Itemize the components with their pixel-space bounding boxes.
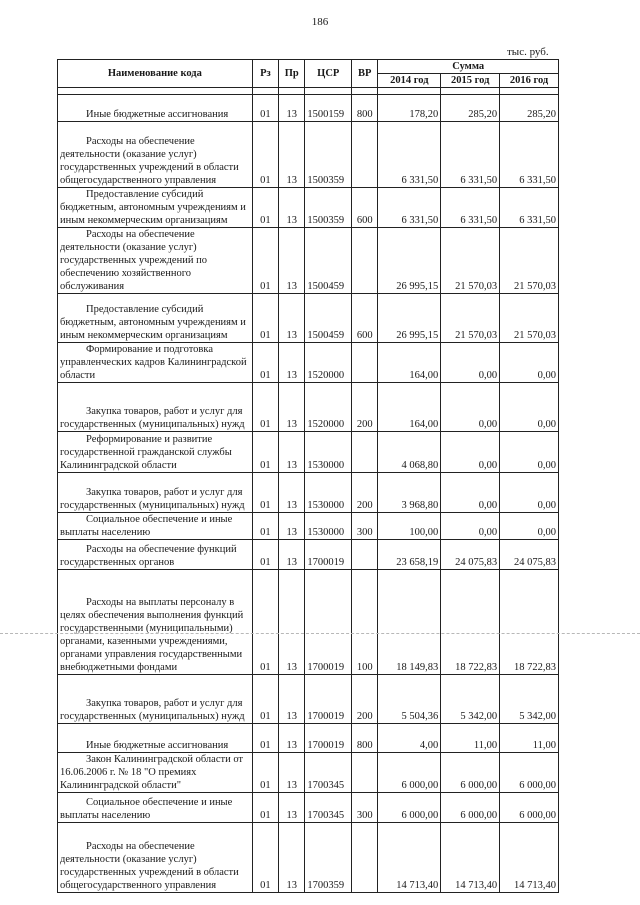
sum-2014-cell: 6 000,00 [378,753,441,793]
budget-table [57,59,559,893]
rz-cell: 01 [252,228,278,294]
sum-2016-cell: 0,00 [500,432,559,473]
table-row [58,540,559,570]
vr-cell: 800 [352,724,378,753]
sum-2016-cell: 5 342,00 [500,675,559,724]
rz-cell: 01 [252,793,278,823]
rz-cell: 01 [252,383,278,432]
sum-2014-cell: 178,20 [378,95,441,122]
csr-cell: 1520000 [305,343,352,383]
header-2016: 2016 год [500,74,559,88]
rz-cell: 01 [252,432,278,473]
vr-cell: 300 [352,793,378,823]
table-row [58,473,559,513]
code-name-cell: Реформирование и развитие государственной гражданской службы Калининградской области [58,432,253,473]
sum-2016-cell: 21 570,03 [500,294,559,343]
sum-2014-cell: 6 000,00 [378,793,441,823]
table-row [58,95,559,122]
csr-cell: 1700019 [305,570,352,675]
code-name-cell: Закупка товаров, работ и услуг для государственных (муниципальных) нужд [58,675,253,724]
rz-cell: 01 [252,188,278,228]
rz-cell: 01 [252,513,278,540]
sum-2014-cell: 23 658,19 [378,540,441,570]
page-number: 186 [311,16,329,28]
sum-2015-cell: 24 075,83 [441,540,500,570]
sum-2014-cell: 4,00 [378,724,441,753]
sum-2014-cell: 26 995,15 [378,228,441,294]
code-name-cell: Расходы на обеспечение деятельности (оказание услуг) государственных учреждений по обеспечению хозяйственного обслуживания [58,228,253,294]
pr-cell: 13 [279,753,305,793]
vr-cell: 200 [352,383,378,432]
code-name-cell: Закон Калининградской области от 16.06.2006 г. № 18 "О премиях Калининградской области" [58,753,253,793]
pr-cell: 13 [279,793,305,823]
csr-cell: 1700345 [305,793,352,823]
vr-cell [352,432,378,473]
rz-cell: 01 [252,540,278,570]
csr-cell: 1520000 [305,383,352,432]
rz-cell: 01 [252,95,278,122]
code-name-cell: Расходы на обеспечение функций государственных органов [58,540,253,570]
scan-fold-line [0,633,640,634]
sum-2016-cell: 14 713,40 [500,823,559,893]
units-label: тыс. руб. [507,46,549,58]
code-name-cell: Расходы на выплаты персоналу в целях обеспечения выполнения функций государственными (муниципальными) органами, казенными учреждениями, органами управления государственными внебюджетными фондами [58,570,253,675]
sum-2015-cell: 0,00 [441,473,500,513]
sum-2015-cell: 0,00 [441,343,500,383]
pr-cell: 13 [279,675,305,724]
sum-2015-cell: 0,00 [441,383,500,432]
vr-cell: 600 [352,294,378,343]
vr-cell: 300 [352,513,378,540]
vr-cell: 800 [352,95,378,122]
pr-cell: 13 [279,95,305,122]
sum-2014-cell: 3 968,80 [378,473,441,513]
code-name-cell: Предоставление субсидий бюджетным, автономным учреждениям и иным некоммерческим организациям [58,294,253,343]
sum-2015-cell: 5 342,00 [441,675,500,724]
table-row [58,753,559,793]
pr-cell: 13 [279,188,305,228]
code-name-cell: Иные бюджетные ассигнования [58,95,253,122]
rz-cell: 01 [252,570,278,675]
sum-2016-cell: 21 570,03 [500,228,559,294]
sum-2016-cell: 6 000,00 [500,753,559,793]
rz-cell: 01 [252,294,278,343]
sum-2016-cell: 18 722,83 [500,570,559,675]
header-2015: 2015 год [441,74,500,88]
code-name-cell: Закупка товаров, работ и услуг для государственных (муниципальных) нужд [58,473,253,513]
pr-cell: 13 [279,513,305,540]
spacer-row [58,88,559,95]
table-row [58,432,559,473]
rz-cell: 01 [252,122,278,188]
pr-cell: 13 [279,432,305,473]
sum-2016-cell: 6 331,50 [500,122,559,188]
sum-2014-cell: 100,00 [378,513,441,540]
pr-cell: 13 [279,228,305,294]
csr-cell: 1700345 [305,753,352,793]
table-row [58,122,559,188]
csr-cell: 1530000 [305,513,352,540]
pr-cell: 13 [279,724,305,753]
pr-cell: 13 [279,294,305,343]
table-row [58,383,559,432]
sum-2016-cell: 0,00 [500,343,559,383]
sum-2014-cell: 164,00 [378,383,441,432]
pr-cell: 13 [279,473,305,513]
sum-2015-cell: 21 570,03 [441,228,500,294]
code-name-cell: Социальное обеспечение и иные выплаты населению [58,513,253,540]
rz-cell: 01 [252,823,278,893]
vr-cell: 100 [352,570,378,675]
sum-2014-cell: 4 068,80 [378,432,441,473]
sum-2015-cell: 6 331,50 [441,122,500,188]
table-row [58,294,559,343]
csr-cell: 1500459 [305,294,352,343]
pr-cell: 13 [279,540,305,570]
sum-2016-cell: 0,00 [500,513,559,540]
rz-cell: 01 [252,753,278,793]
vr-cell [352,343,378,383]
csr-cell: 1500359 [305,122,352,188]
sum-2015-cell: 11,00 [441,724,500,753]
header-vr: ВР [352,60,378,88]
table-row [58,570,559,675]
code-name-cell: Предоставление субсидий бюджетным, автономным учреждениям и иным некоммерческим организациям [58,188,253,228]
sum-2015-cell: 14 713,40 [441,823,500,893]
sum-2014-cell: 18 149,83 [378,570,441,675]
table-row [58,513,559,540]
csr-cell: 1530000 [305,432,352,473]
pr-cell: 13 [279,823,305,893]
sum-2015-cell: 6 000,00 [441,793,500,823]
sum-2016-cell: 6 000,00 [500,793,559,823]
csr-cell: 1500459 [305,228,352,294]
header-2014: 2014 год [378,74,441,88]
csr-cell: 1500159 [305,95,352,122]
pr-cell: 13 [279,570,305,675]
sum-2016-cell: 285,20 [500,95,559,122]
table-row [58,724,559,753]
header-pr: Пр [279,60,305,88]
code-name-cell: Социальное обеспечение и иные выплаты населению [58,793,253,823]
sum-2016-cell: 0,00 [500,473,559,513]
pr-cell: 13 [279,343,305,383]
table-row [58,675,559,724]
code-name-cell: Расходы на обеспечение деятельности (оказание услуг) государственных учреждений в области общегосударственного управления [58,122,253,188]
rz-cell: 01 [252,343,278,383]
table-row [58,823,559,893]
sum-2014-cell: 6 331,50 [378,122,441,188]
sum-2014-cell: 164,00 [378,343,441,383]
sum-2014-cell: 5 504,36 [378,675,441,724]
sum-2015-cell: 6 000,00 [441,753,500,793]
csr-cell: 1700019 [305,540,352,570]
vr-cell: 200 [352,473,378,513]
table-row [58,228,559,294]
header-rz: Рз [252,60,278,88]
csr-cell: 1530000 [305,473,352,513]
sum-2015-cell: 18 722,83 [441,570,500,675]
code-name-cell: Закупка товаров, работ и услуг для государственных (муниципальных) нужд [58,383,253,432]
sum-2015-cell: 285,20 [441,95,500,122]
rz-cell: 01 [252,473,278,513]
code-name-cell: Формирование и подготовка управленческих кадров Калининградской области [58,343,253,383]
header-csr: ЦСР [305,60,352,88]
csr-cell: 1700019 [305,675,352,724]
rz-cell: 01 [252,675,278,724]
pr-cell: 13 [279,383,305,432]
sum-2014-cell: 6 331,50 [378,188,441,228]
sum-2015-cell: 0,00 [441,432,500,473]
vr-cell [352,753,378,793]
sum-2016-cell: 24 075,83 [500,540,559,570]
vr-cell [352,122,378,188]
table-row [58,793,559,823]
sum-2016-cell: 6 331,50 [500,188,559,228]
vr-cell: 600 [352,188,378,228]
code-name-cell: Расходы на обеспечение деятельности (оказание услуг) государственных учреждений в области общегосударственного управления [58,823,253,893]
code-name-cell: Иные бюджетные ассигнования [58,724,253,753]
sum-2015-cell: 0,00 [441,513,500,540]
header-name: Наименование кода [58,60,253,88]
sum-2016-cell: 11,00 [500,724,559,753]
sum-2015-cell: 21 570,03 [441,294,500,343]
csr-cell: 1700019 [305,724,352,753]
pr-cell: 13 [279,122,305,188]
sum-2016-cell: 0,00 [500,383,559,432]
vr-cell: 200 [352,675,378,724]
rz-cell: 01 [252,724,278,753]
table-row [58,188,559,228]
sum-2015-cell: 6 331,50 [441,188,500,228]
vr-cell [352,540,378,570]
vr-cell [352,823,378,893]
header-sum: Сумма [378,60,559,74]
csr-cell: 1500359 [305,188,352,228]
sum-2014-cell: 26 995,15 [378,294,441,343]
sum-2014-cell: 14 713,40 [378,823,441,893]
table-row [58,343,559,383]
csr-cell: 1700359 [305,823,352,893]
vr-cell [352,228,378,294]
